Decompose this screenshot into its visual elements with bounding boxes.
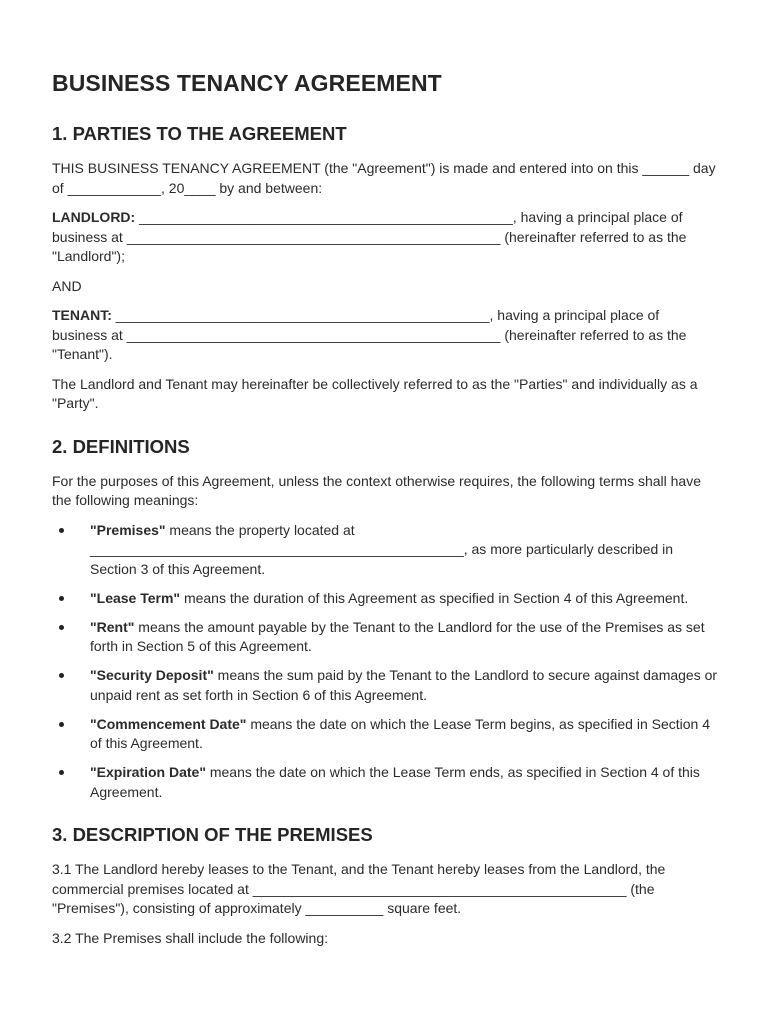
section-3-heading: 3. DESCRIPTION OF THE PREMISES [52, 824, 373, 845]
landlord-paragraph [52, 208, 718, 267]
bullet-icon [59, 770, 64, 775]
definition-text: means the sum paid by the Tenant to the Landlord to secure against damages or unpaid rent as set forth in Section 6 of this Agreement. [90, 667, 718, 703]
definition-text: means the duration of this Agreement as specified in Section 4 of this Agreement. [180, 589, 689, 606]
section-1-intro: THIS BUSINESS TENANCY AGREEMENT (the "Agreement") is made and entered into on this ______ day of ____________, 20____ by and between: [52, 160, 716, 196]
section-1-heading: 1. PARTIES TO THE AGREEMENT [52, 123, 347, 144]
section-definitions [52, 436, 718, 803]
tenant-label: TENANT: [52, 307, 112, 323]
definition-term: "Commencement Date" [90, 715, 247, 732]
definition-text: means the date on which the Lease Term ends, as specified in Section 4 of this Agreement. [90, 764, 700, 800]
bullet-icon [59, 625, 64, 630]
section-3-paragraph-2: 3.2 The Premises shall include the following: [52, 929, 329, 946]
section-premises [52, 824, 718, 948]
bullet-icon [59, 596, 64, 601]
definitions-list [52, 521, 718, 803]
definition-term: "Rent" [90, 618, 135, 635]
list-item [52, 715, 718, 754]
definition-text: means the date on which the Lease Term begins, as specified in Section 4 of this Agreement. [90, 715, 711, 751]
list-item [52, 589, 718, 609]
parties-paragraph: The Landlord and Tenant may hereinafter be collectively referred to as the "Parties" and individually as a "Party". [52, 375, 698, 411]
section-2-intro: For the purposes of this Agreement, unless the context otherwise requires, the following terms shall have the following meanings: [52, 472, 702, 508]
list-item [52, 763, 718, 802]
definition-term: "Lease Term" [90, 589, 181, 606]
tenant-paragraph [52, 306, 718, 365]
landlord-label: LANDLORD: [52, 209, 136, 225]
definition-text: means the property located at ________________________________________________, as more particularly described in Section 3 of this Agreement. [90, 521, 674, 577]
bullet-icon [59, 673, 64, 678]
definition-term: "Premises" [90, 521, 166, 538]
list-item [52, 618, 718, 657]
document-title: BUSINESS TENANCY AGREEMENT [52, 70, 442, 96]
bullet-icon [59, 528, 64, 533]
landlord-text: ________________________________________________, having a principal place of business at ________________________________________________ (hereinafter referred to as the "Landlord"); [52, 209, 687, 264]
section-parties [52, 123, 718, 414]
list-item [52, 521, 718, 580]
tenant-text: ________________________________________________, having a principal place of business at ________________________________________________ (hereinafter referred to as the "Tenant"). [52, 307, 687, 362]
section-3-paragraph-1: 3.1 The Landlord hereby leases to the Tenant, and the Tenant hereby leases from the Landlord, the commercial premises located at ________________________________________________ (the "Premises"), consisting of approximately __________ square feet. [52, 861, 666, 916]
list-item [52, 666, 718, 705]
section-2-heading: 2. DEFINITIONS [52, 435, 190, 457]
and-separator: AND [52, 277, 82, 294]
definition-term: "Security Deposit" [90, 667, 214, 683]
definition-text: means the amount payable by the Tenant to the Landlord for the use of the Premises as set forth in Section 5 of this Agreement. [90, 618, 705, 654]
bullet-icon [59, 722, 64, 727]
definition-term: "Expiration Date" [90, 764, 206, 780]
